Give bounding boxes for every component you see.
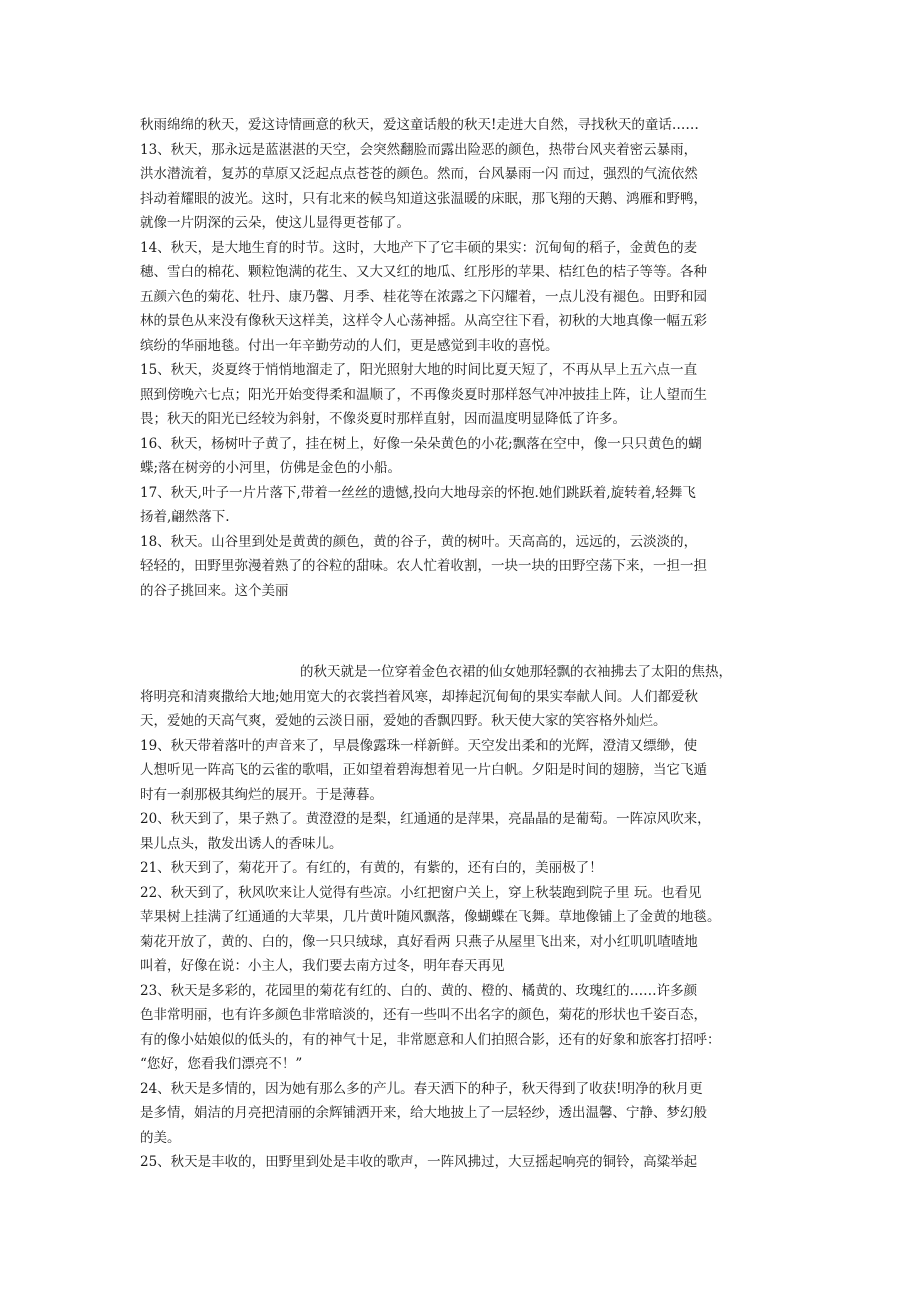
text-line: 是多情，娟洁的月亮把清丽的余辉铺洒开来，给大地披上了一层轻纱，透出温馨、宁静、梦幻般 [140,1105,707,1121]
text-line: 抖动着耀眼的波光。这时，只有北来的候鸟知道这张温暖的床眠，那飞翔的天鹅、鸿雁和野鸭， [140,190,707,207]
text-line: 色非常明丽，也有许多颜色非常暗淡的，还有一些叫不出名字的颜色，菊花的形状也千姿百态， [140,1007,707,1023]
text-line: 23、秋天是多彩的，花园里的菊花有红的、白的、黄的、橙的、橘黄的、玫瑰红的……许多颜 [140,982,698,999]
text-line: 穗、雪白的棉花、颗粒饱满的花生、又大又红的地瓜、红彤彤的苹果、桔红色的桔子等等。各种 [140,264,707,280]
text-line: 18、秋天。山谷里到处是黄黄的颜色，黄的谷子，黄的树叶。天高高的，远远的，云淡淡的， [140,533,698,550]
text-line: 20、秋天到了，果子熟了。黄澄澄的是梨，红通通的是萍果，亮晶晶的是葡萄。一阵凉风吹来， [140,811,711,827]
text-line: 的秋天就是一位穿着金色衣裙的仙女她那轻飘的衣袖拂去了太阳的焦热， [300,664,732,680]
text-line: 就像一片阴深的云朵，使这儿显得更苍郁了。 [140,215,410,231]
text-line: 人想听见一阵高飞的云雀的歌唱，正如望着碧海想着见一片白帆。夕阳是时间的翅膀，当它飞遁 [140,762,707,778]
text-line: 天，爱她的天高气爽，爱她的云淡日丽，爱她的香飘四野。秋天使大家的笑容格外灿烂。 [140,713,667,729]
text-line: 13、秋天，那永远是蓝湛湛的天空，会突然翻脸而露出险恶的颜色，热带台风夹着密云暴雨， [140,141,698,158]
text-line: 15、秋天，炎夏终于悄悄地溜走了，阳光照射大地的时间比夏天短了，不再从早上五六点一直 [140,362,698,378]
text-line: 25、秋天是丰收的，田野里到处是丰收的歌声，一阵风拂过，大豆摇起响亮的铜铃，高粱举起 [140,1154,698,1170]
text-line: 16、秋天，杨树叶子黄了，挂在树上，好像一朵朵黄色的小花;飘落在空中，像一只只黄色的蝴 [140,435,702,452]
text-line: 林的景色从来没有像秋天这样美，这样令人心荡神摇。从高空往下看，初秋的大地真像一幅五彩 [140,313,707,329]
text-line: 24、秋天是多情的，因为她有那么多的产儿。春天洒下的种子，秋天得到了收获!明净的秋月更 [140,1080,703,1097]
text-line: 菊花开放了，黄的、白的，像一只只绒球，真好看两 只燕子从屋里飞出来，对小红叽叽喳喳地 [140,933,698,950]
text-line: 洪水潜流着，复苏的草原又泛起点点苍苍的颜色。然而，台风暴雨一闪 而过，强烈的气流依然 [140,166,698,182]
text-line: 17、秋天,叶子一片片落下,带着一丝丝的遗憾,投向大地母亲的怀抱.她们跳跃着,旋转着,轻舞飞 [140,484,696,501]
text-line: 14、秋天，是大地生育的时节。这时，大地产下了它丰硕的果实：沉甸甸的稻子，金黄色的麦 [140,239,698,256]
text-line: 的谷子挑回来。这个美丽 [140,582,289,599]
text-line: 21、秋天到了，菊花开了。有红的，有黄的，有紫的，还有白的，美丽极了！ [140,860,603,876]
text-line: “您好，您看我们漂亮不！” [140,1056,303,1072]
text-line: 叫着，好像在说：小主人，我们要去南方过冬，明年春天再见 [140,958,505,974]
text-line: 19、秋天带着落叶的声音来了，早晨像露珠一样新鲜。天空发出柔和的光辉，澄清又缥缈，使 [140,737,698,754]
text-line: 果儿点头，散发出诱人的香味儿。 [140,835,343,852]
text-line: 蝶;落在树旁的小河里，仿佛是金色的小船。 [140,460,402,476]
text-line: 畏；秋天的阳光已经较为斜射，不像炎夏时那样直射，因而温度明显降低了许多。 [140,411,626,427]
text-block-top [140,113,780,603]
text-line: 苹果树上挂满了红通通的大苹果，几片黄叶随风飘落，像蝴蝶在飞舞。草地像铺上了金黄的地毯。 [140,909,721,925]
text-line: 轻轻的，田野里弥漫着熟了的谷粒的甜味。农人忙着收割，一块一块的田野空荡下来，一担一担 [140,558,707,574]
text-line: 将明亮和清爽撒给大地;她用宽大的衣裳挡着风寒，却捧起沉甸甸的果实奉献人间。人们都爱秋 [140,688,699,705]
text-line: 缤纷的华丽地毯。付出一年辛勤劳动的人们，更是感觉到丰收的喜悦。 [140,337,559,354]
text-line: 照到傍晚六七点；阳光开始变得柔和温顺了，不再像炎夏时那样怒气冲冲披挂上阵，让人望而生 [140,386,707,403]
text-line: 时有一刹那极其绚烂的展开。于是薄暮。 [140,786,383,803]
text-line: 有的像小姑娘似的低头的，有的神气十足，非常愿意和人们拍照合影，还有的好象和旅客打招呼： [140,1031,721,1048]
text-line: 五颜六色的菊花、牡丹、康乃馨、月季、桂花等在浓露之下闪耀着，一点儿没有褪色。田野和园 [140,288,707,305]
text-line: 秋雨绵绵的秋天，爱这诗情画意的秋天，爱这童话般的秋天!走进大自然，寻找秋天的童话…… [140,117,699,133]
text-line: 的美。 [140,1129,181,1146]
text-line: 22、秋天到了，秋风吹来让人觉得有些凉。小红把窗户关上，穿上秋装跑到院子里 玩。也看见 [140,884,702,901]
text-line: 扬着,翩然落下. [140,509,230,525]
text-block-bottom [140,660,780,1175]
